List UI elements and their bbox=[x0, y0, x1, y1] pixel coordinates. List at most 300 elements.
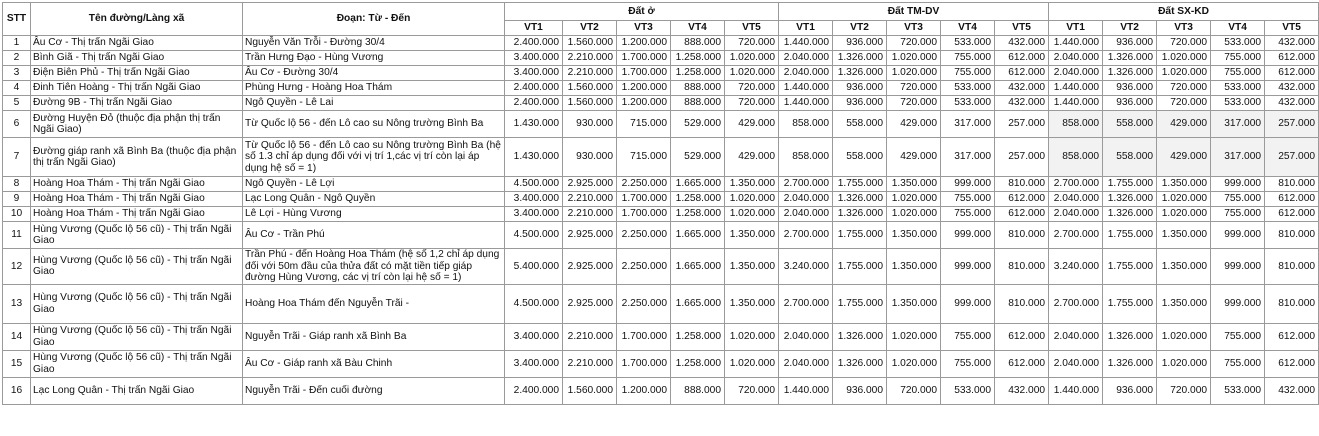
price-cell: 1.755.000 bbox=[833, 177, 887, 192]
price-cell: 1.430.000 bbox=[505, 138, 563, 177]
header-name: Tên đường/Làng xã bbox=[31, 3, 243, 36]
price-cell: 2.040.000 bbox=[779, 350, 833, 377]
price-cell: 432.000 bbox=[995, 36, 1049, 51]
price-cell: 432.000 bbox=[1265, 36, 1319, 51]
price-cell: 810.000 bbox=[1265, 249, 1319, 285]
price-cell: 1.258.000 bbox=[671, 192, 725, 207]
header-vt: VT1 bbox=[505, 21, 563, 36]
price-cell: 1.258.000 bbox=[671, 66, 725, 81]
price-cell: 533.000 bbox=[941, 81, 995, 96]
price-cell: 1.350.000 bbox=[1157, 222, 1211, 249]
price-cell: 715.000 bbox=[617, 111, 671, 138]
price-cell: 257.000 bbox=[1265, 111, 1319, 138]
price-cell: 432.000 bbox=[1265, 81, 1319, 96]
price-cell: 1.258.000 bbox=[671, 51, 725, 66]
row-segment: Ngô Quyền - Lê Lai bbox=[243, 96, 505, 111]
price-cell: 1.020.000 bbox=[1157, 192, 1211, 207]
header-vt: VT2 bbox=[563, 21, 617, 36]
price-cell: 558.000 bbox=[1103, 138, 1157, 177]
table-row bbox=[3, 96, 1319, 111]
price-cell: 432.000 bbox=[995, 377, 1049, 404]
price-cell: 2.250.000 bbox=[617, 177, 671, 192]
price-cell: 2.700.000 bbox=[779, 177, 833, 192]
row-stt: 2 bbox=[3, 51, 31, 66]
row-segment: Từ Quốc lộ 56 - đến Lô cao su Nông trường Bình Ba bbox=[243, 111, 505, 138]
price-cell: 720.000 bbox=[887, 96, 941, 111]
price-cell: 432.000 bbox=[1265, 377, 1319, 404]
row-street-name: Lạc Long Quân - Thị trấn Ngãi Giao bbox=[31, 377, 243, 404]
price-cell: 1.020.000 bbox=[887, 323, 941, 350]
row-street-name: Âu Cơ - Thị trấn Ngãi Giao bbox=[31, 36, 243, 51]
header-vt: VT4 bbox=[1211, 21, 1265, 36]
price-cell: 529.000 bbox=[671, 138, 725, 177]
price-cell: 999.000 bbox=[941, 284, 995, 323]
price-cell: 999.000 bbox=[1211, 177, 1265, 192]
price-cell: 558.000 bbox=[833, 111, 887, 138]
row-segment: Âu Cơ - Đường 30/4 bbox=[243, 66, 505, 81]
row-segment: Hoàng Hoa Thám đến Nguyễn Trãi - bbox=[243, 284, 505, 323]
price-cell: 1.700.000 bbox=[617, 192, 671, 207]
row-segment: Lê Lợi - Hùng Vương bbox=[243, 207, 505, 222]
price-cell: 888.000 bbox=[671, 81, 725, 96]
table-row bbox=[3, 177, 1319, 192]
price-cell: 1.020.000 bbox=[887, 192, 941, 207]
price-cell: 810.000 bbox=[995, 177, 1049, 192]
price-cell: 1.020.000 bbox=[1157, 207, 1211, 222]
price-cell: 558.000 bbox=[833, 138, 887, 177]
price-cell: 1.440.000 bbox=[779, 377, 833, 404]
price-cell: 257.000 bbox=[995, 138, 1049, 177]
price-cell: 999.000 bbox=[941, 177, 995, 192]
price-cell: 3.400.000 bbox=[505, 323, 563, 350]
price-cell: 1.258.000 bbox=[671, 350, 725, 377]
row-stt: 15 bbox=[3, 350, 31, 377]
price-cell: 720.000 bbox=[725, 36, 779, 51]
price-cell: 720.000 bbox=[1157, 36, 1211, 51]
price-cell: 999.000 bbox=[1211, 284, 1265, 323]
price-cell: 1.258.000 bbox=[671, 207, 725, 222]
price-cell: 1.326.000 bbox=[1103, 350, 1157, 377]
price-cell: 2.210.000 bbox=[563, 66, 617, 81]
price-cell: 1.200.000 bbox=[617, 36, 671, 51]
price-cell: 1.350.000 bbox=[1157, 177, 1211, 192]
price-cell: 936.000 bbox=[1103, 81, 1157, 96]
table-row bbox=[3, 350, 1319, 377]
header-vt: VT5 bbox=[995, 21, 1049, 36]
price-cell: 1.755.000 bbox=[833, 222, 887, 249]
price-cell: 2.250.000 bbox=[617, 249, 671, 285]
price-cell: 2.700.000 bbox=[1049, 222, 1103, 249]
price-cell: 1.200.000 bbox=[617, 81, 671, 96]
price-cell: 930.000 bbox=[563, 138, 617, 177]
price-cell: 1.440.000 bbox=[1049, 36, 1103, 51]
price-cell: 1.665.000 bbox=[671, 222, 725, 249]
price-cell: 1.350.000 bbox=[1157, 284, 1211, 323]
price-cell: 755.000 bbox=[941, 66, 995, 81]
price-cell: 1.020.000 bbox=[725, 323, 779, 350]
price-cell: 2.250.000 bbox=[617, 222, 671, 249]
table-row bbox=[3, 138, 1319, 177]
price-cell: 1.350.000 bbox=[887, 222, 941, 249]
price-cell: 720.000 bbox=[725, 377, 779, 404]
price-cell: 720.000 bbox=[1157, 377, 1211, 404]
price-cell: 2.210.000 bbox=[563, 350, 617, 377]
price-cell: 720.000 bbox=[725, 81, 779, 96]
price-cell: 858.000 bbox=[779, 111, 833, 138]
row-segment: Phùng Hưng - Hoàng Hoa Thám bbox=[243, 81, 505, 96]
price-cell: 1.755.000 bbox=[833, 284, 887, 323]
header-vt: VT5 bbox=[725, 21, 779, 36]
header-vt: VT2 bbox=[833, 21, 887, 36]
price-cell: 858.000 bbox=[1049, 138, 1103, 177]
price-cell: 2.400.000 bbox=[505, 96, 563, 111]
price-cell: 720.000 bbox=[887, 36, 941, 51]
price-cell: 755.000 bbox=[1211, 350, 1265, 377]
price-cell: 1.560.000 bbox=[563, 81, 617, 96]
price-cell: 2.040.000 bbox=[1049, 350, 1103, 377]
row-stt: 1 bbox=[3, 36, 31, 51]
price-cell: 533.000 bbox=[941, 377, 995, 404]
price-cell: 533.000 bbox=[1211, 96, 1265, 111]
price-cell: 1.755.000 bbox=[1103, 284, 1157, 323]
price-cell: 755.000 bbox=[941, 192, 995, 207]
table-row bbox=[3, 207, 1319, 222]
price-cell: 612.000 bbox=[1265, 66, 1319, 81]
table-body bbox=[3, 36, 1319, 405]
price-cell: 936.000 bbox=[1103, 96, 1157, 111]
price-cell: 1.665.000 bbox=[671, 177, 725, 192]
price-cell: 810.000 bbox=[995, 249, 1049, 285]
price-cell: 755.000 bbox=[941, 207, 995, 222]
row-segment: Nguyễn Trãi - Giáp ranh xã Bình Ba bbox=[243, 323, 505, 350]
row-street-name: Đường 9B - Thị trấn Ngãi Giao bbox=[31, 96, 243, 111]
table-row bbox=[3, 249, 1319, 285]
price-cell: 429.000 bbox=[1157, 111, 1211, 138]
row-street-name: Hoàng Hoa Thám - Thị trấn Ngãi Giao bbox=[31, 177, 243, 192]
row-street-name: Đường Huyện Đỏ (thuộc địa phận thị trấn Ngãi Giao) bbox=[31, 111, 243, 138]
price-cell: 810.000 bbox=[995, 222, 1049, 249]
price-cell: 2.210.000 bbox=[563, 323, 617, 350]
price-cell: 1.020.000 bbox=[725, 207, 779, 222]
row-stt: 13 bbox=[3, 284, 31, 323]
price-cell: 720.000 bbox=[1157, 96, 1211, 111]
price-cell: 2.210.000 bbox=[563, 51, 617, 66]
price-cell: 999.000 bbox=[1211, 249, 1265, 285]
price-cell: 612.000 bbox=[1265, 192, 1319, 207]
price-cell: 755.000 bbox=[941, 350, 995, 377]
price-cell: 533.000 bbox=[941, 96, 995, 111]
price-cell: 810.000 bbox=[1265, 222, 1319, 249]
price-cell: 2.040.000 bbox=[779, 51, 833, 66]
price-cell: 429.000 bbox=[887, 111, 941, 138]
price-cell: 720.000 bbox=[725, 96, 779, 111]
price-cell: 5.400.000 bbox=[505, 249, 563, 285]
header-vt: VT1 bbox=[779, 21, 833, 36]
price-cell: 1.560.000 bbox=[563, 36, 617, 51]
price-cell: 1.326.000 bbox=[833, 66, 887, 81]
row-street-name: Đinh Tiên Hoàng - Thị trấn Ngãi Giao bbox=[31, 81, 243, 96]
row-street-name: Hoàng Hoa Thám - Thị trấn Ngãi Giao bbox=[31, 192, 243, 207]
price-cell: 612.000 bbox=[995, 207, 1049, 222]
price-cell: 1.700.000 bbox=[617, 350, 671, 377]
price-cell: 2.400.000 bbox=[505, 377, 563, 404]
header-vt: VT3 bbox=[887, 21, 941, 36]
price-cell: 999.000 bbox=[941, 249, 995, 285]
row-street-name: Hoàng Hoa Thám - Thị trấn Ngãi Giao bbox=[31, 207, 243, 222]
table-row bbox=[3, 36, 1319, 51]
price-cell: 936.000 bbox=[1103, 377, 1157, 404]
price-cell: 432.000 bbox=[995, 81, 1049, 96]
row-stt: 10 bbox=[3, 207, 31, 222]
price-cell: 612.000 bbox=[995, 51, 1049, 66]
price-cell: 1.440.000 bbox=[779, 96, 833, 111]
price-cell: 1.020.000 bbox=[887, 66, 941, 81]
price-cell: 810.000 bbox=[1265, 177, 1319, 192]
price-cell: 1.326.000 bbox=[1103, 192, 1157, 207]
table-row bbox=[3, 111, 1319, 138]
row-stt: 8 bbox=[3, 177, 31, 192]
price-cell: 888.000 bbox=[671, 377, 725, 404]
row-stt: 9 bbox=[3, 192, 31, 207]
price-cell: 533.000 bbox=[1211, 81, 1265, 96]
price-cell: 1.200.000 bbox=[617, 96, 671, 111]
price-cell: 2.400.000 bbox=[505, 81, 563, 96]
row-stt: 16 bbox=[3, 377, 31, 404]
price-cell: 755.000 bbox=[941, 51, 995, 66]
price-cell: 317.000 bbox=[941, 138, 995, 177]
price-cell: 1.350.000 bbox=[1157, 249, 1211, 285]
price-cell: 2.210.000 bbox=[563, 192, 617, 207]
row-street-name: Hùng Vương (Quốc lộ 56 cũ) - Thị trấn Ngãi Giao bbox=[31, 323, 243, 350]
price-cell: 1.560.000 bbox=[563, 96, 617, 111]
price-cell: 1.326.000 bbox=[833, 51, 887, 66]
price-cell: 810.000 bbox=[1265, 284, 1319, 323]
price-cell: 936.000 bbox=[833, 81, 887, 96]
row-stt: 11 bbox=[3, 222, 31, 249]
price-cell: 2.250.000 bbox=[617, 284, 671, 323]
price-cell: 755.000 bbox=[941, 323, 995, 350]
price-cell: 3.400.000 bbox=[505, 207, 563, 222]
price-cell: 1.350.000 bbox=[725, 284, 779, 323]
price-cell: 612.000 bbox=[995, 323, 1049, 350]
price-cell: 317.000 bbox=[941, 111, 995, 138]
row-stt: 12 bbox=[3, 249, 31, 285]
header-stt: STT bbox=[3, 3, 31, 36]
price-cell: 1.020.000 bbox=[1157, 66, 1211, 81]
price-cell: 1.020.000 bbox=[887, 51, 941, 66]
row-segment: Ngô Quyền - Lê Lợi bbox=[243, 177, 505, 192]
row-segment: Lạc Long Quân - Ngô Quyền bbox=[243, 192, 505, 207]
price-cell: 720.000 bbox=[887, 377, 941, 404]
price-cell: 1.258.000 bbox=[671, 323, 725, 350]
row-stt: 5 bbox=[3, 96, 31, 111]
price-cell: 612.000 bbox=[1265, 323, 1319, 350]
price-cell: 317.000 bbox=[1211, 138, 1265, 177]
table-row bbox=[3, 81, 1319, 96]
header-vt: VT2 bbox=[1103, 21, 1157, 36]
price-cell: 1.020.000 bbox=[1157, 51, 1211, 66]
price-cell: 1.430.000 bbox=[505, 111, 563, 138]
row-segment: Nguyễn Trãi - Đến cuối đường bbox=[243, 377, 505, 404]
row-segment: Từ Quốc lộ 56 - đến Lô cao su Nông trường Bình Ba (hệ số 1.3 chỉ áp dụng đối với vị trí 1,các vị trí còn lại áp dụng hệ số = 1) bbox=[243, 138, 505, 177]
price-cell: 1.755.000 bbox=[1103, 249, 1157, 285]
row-stt: 3 bbox=[3, 66, 31, 81]
price-cell: 1.755.000 bbox=[1103, 177, 1157, 192]
row-street-name: Đường giáp ranh xã Bình Ba (thuộc địa phận thị trấn Ngãi Giao) bbox=[31, 138, 243, 177]
row-stt: 7 bbox=[3, 138, 31, 177]
price-cell: 936.000 bbox=[833, 96, 887, 111]
price-cell: 1.020.000 bbox=[1157, 350, 1211, 377]
price-cell: 3.240.000 bbox=[779, 249, 833, 285]
price-cell: 1.440.000 bbox=[1049, 377, 1103, 404]
price-cell: 999.000 bbox=[1211, 222, 1265, 249]
row-stt: 4 bbox=[3, 81, 31, 96]
price-cell: 1.665.000 bbox=[671, 249, 725, 285]
price-cell: 1.350.000 bbox=[887, 177, 941, 192]
price-cell: 2.700.000 bbox=[779, 284, 833, 323]
price-cell: 720.000 bbox=[1157, 81, 1211, 96]
table-row bbox=[3, 323, 1319, 350]
price-cell: 2.400.000 bbox=[505, 36, 563, 51]
price-cell: 533.000 bbox=[1211, 36, 1265, 51]
price-cell: 3.400.000 bbox=[505, 66, 563, 81]
price-cell: 2.925.000 bbox=[563, 177, 617, 192]
price-cell: 810.000 bbox=[995, 284, 1049, 323]
price-cell: 1.755.000 bbox=[833, 249, 887, 285]
price-cell: 429.000 bbox=[725, 111, 779, 138]
price-cell: 755.000 bbox=[1211, 192, 1265, 207]
price-cell: 4.500.000 bbox=[505, 177, 563, 192]
price-cell: 432.000 bbox=[995, 96, 1049, 111]
price-cell: 1.020.000 bbox=[725, 51, 779, 66]
price-cell: 2.040.000 bbox=[779, 192, 833, 207]
header-segment: Đoạn: Từ - Đến bbox=[243, 3, 505, 36]
price-cell: 3.240.000 bbox=[1049, 249, 1103, 285]
price-cell: 3.400.000 bbox=[505, 192, 563, 207]
price-cell: 999.000 bbox=[941, 222, 995, 249]
row-segment: Âu Cơ - Giáp ranh xã Bàu Chinh bbox=[243, 350, 505, 377]
price-cell: 755.000 bbox=[1211, 51, 1265, 66]
price-cell: 612.000 bbox=[995, 350, 1049, 377]
price-cell: 2.040.000 bbox=[779, 207, 833, 222]
price-cell: 1.700.000 bbox=[617, 323, 671, 350]
price-cell: 533.000 bbox=[941, 36, 995, 51]
price-cell: 558.000 bbox=[1103, 111, 1157, 138]
header-group-dat-sx-kd: Đất SX-KD bbox=[1049, 3, 1319, 21]
price-cell: 1.665.000 bbox=[671, 284, 725, 323]
price-cell: 936.000 bbox=[833, 36, 887, 51]
row-street-name: Hùng Vương (Quốc lộ 56 cũ) - Thị trấn Ngãi Giao bbox=[31, 222, 243, 249]
price-cell: 1.020.000 bbox=[725, 66, 779, 81]
price-cell: 2.700.000 bbox=[1049, 284, 1103, 323]
row-stt: 6 bbox=[3, 111, 31, 138]
price-cell: 936.000 bbox=[833, 377, 887, 404]
price-cell: 1.020.000 bbox=[887, 350, 941, 377]
price-cell: 1.440.000 bbox=[1049, 96, 1103, 111]
price-cell: 1.020.000 bbox=[1157, 323, 1211, 350]
price-cell: 2.925.000 bbox=[563, 222, 617, 249]
table-row bbox=[3, 66, 1319, 81]
header-vt: VT4 bbox=[941, 21, 995, 36]
price-cell: 612.000 bbox=[1265, 350, 1319, 377]
price-cell: 529.000 bbox=[671, 111, 725, 138]
price-cell: 755.000 bbox=[1211, 323, 1265, 350]
price-cell: 936.000 bbox=[1103, 36, 1157, 51]
table-row bbox=[3, 51, 1319, 66]
price-cell: 858.000 bbox=[1049, 111, 1103, 138]
land-price-table bbox=[2, 2, 1319, 405]
price-cell: 888.000 bbox=[671, 36, 725, 51]
header-group-dat-o: Đất ở bbox=[505, 3, 779, 21]
price-cell: 2.210.000 bbox=[563, 207, 617, 222]
price-cell: 1.440.000 bbox=[779, 81, 833, 96]
price-cell: 1.350.000 bbox=[725, 222, 779, 249]
row-stt: 14 bbox=[3, 323, 31, 350]
price-cell: 1.350.000 bbox=[887, 284, 941, 323]
table-row bbox=[3, 222, 1319, 249]
price-cell: 858.000 bbox=[779, 138, 833, 177]
price-cell: 429.000 bbox=[725, 138, 779, 177]
price-cell: 533.000 bbox=[1211, 377, 1265, 404]
price-cell: 612.000 bbox=[1265, 207, 1319, 222]
price-cell: 3.400.000 bbox=[505, 51, 563, 66]
price-cell: 2.040.000 bbox=[1049, 51, 1103, 66]
header-vt: VT3 bbox=[1157, 21, 1211, 36]
price-cell: 317.000 bbox=[1211, 111, 1265, 138]
price-cell: 1.326.000 bbox=[1103, 51, 1157, 66]
price-cell: 720.000 bbox=[887, 81, 941, 96]
header-vt: VT3 bbox=[617, 21, 671, 36]
price-cell: 1.326.000 bbox=[833, 192, 887, 207]
price-cell: 1.350.000 bbox=[887, 249, 941, 285]
price-cell: 429.000 bbox=[1157, 138, 1211, 177]
table-row bbox=[3, 192, 1319, 207]
price-cell: 1.326.000 bbox=[1103, 323, 1157, 350]
price-cell: 930.000 bbox=[563, 111, 617, 138]
header-vt: VT5 bbox=[1265, 21, 1319, 36]
price-cell: 612.000 bbox=[995, 66, 1049, 81]
table-row bbox=[3, 284, 1319, 323]
row-street-name: Bình Giã - Thị trấn Ngãi Giao bbox=[31, 51, 243, 66]
price-cell: 1.350.000 bbox=[725, 249, 779, 285]
price-cell: 1.020.000 bbox=[887, 207, 941, 222]
price-cell: 2.040.000 bbox=[1049, 323, 1103, 350]
price-cell: 1.755.000 bbox=[1103, 222, 1157, 249]
row-segment: Nguyễn Văn Trỗi - Đường 30/4 bbox=[243, 36, 505, 51]
row-segment: Trần Phú - đến Hoàng Hoa Thám (hệ số 1,2 chỉ áp dụng đối với 50m đầu của thửa đất có mặt tiền tiếp giáp đường Hùng Vương, các vị trí còn lại hệ số = 1) bbox=[243, 249, 505, 285]
price-cell: 1.326.000 bbox=[1103, 207, 1157, 222]
price-cell: 4.500.000 bbox=[505, 284, 563, 323]
header-group-dat-tm-dv: Đất TM-DV bbox=[779, 3, 1049, 21]
price-cell: 888.000 bbox=[671, 96, 725, 111]
header-vt: VT4 bbox=[671, 21, 725, 36]
price-cell: 2.040.000 bbox=[1049, 207, 1103, 222]
price-cell: 1.326.000 bbox=[833, 323, 887, 350]
price-cell: 1.326.000 bbox=[833, 207, 887, 222]
row-street-name: Hùng Vương (Quốc lộ 56 cũ) - Thị trấn Ngãi Giao bbox=[31, 249, 243, 285]
row-street-name: Điện Biên Phủ - Thị trấn Ngãi Giao bbox=[31, 66, 243, 81]
price-cell: 1.700.000 bbox=[617, 207, 671, 222]
header-vt: VT1 bbox=[1049, 21, 1103, 36]
price-cell: 612.000 bbox=[995, 192, 1049, 207]
price-cell: 2.040.000 bbox=[1049, 192, 1103, 207]
price-cell: 1.020.000 bbox=[725, 192, 779, 207]
price-cell: 2.700.000 bbox=[1049, 177, 1103, 192]
row-segment: Âu Cơ - Trần Phú bbox=[243, 222, 505, 249]
price-cell: 1.020.000 bbox=[725, 350, 779, 377]
price-cell: 257.000 bbox=[995, 111, 1049, 138]
price-cell: 1.560.000 bbox=[563, 377, 617, 404]
